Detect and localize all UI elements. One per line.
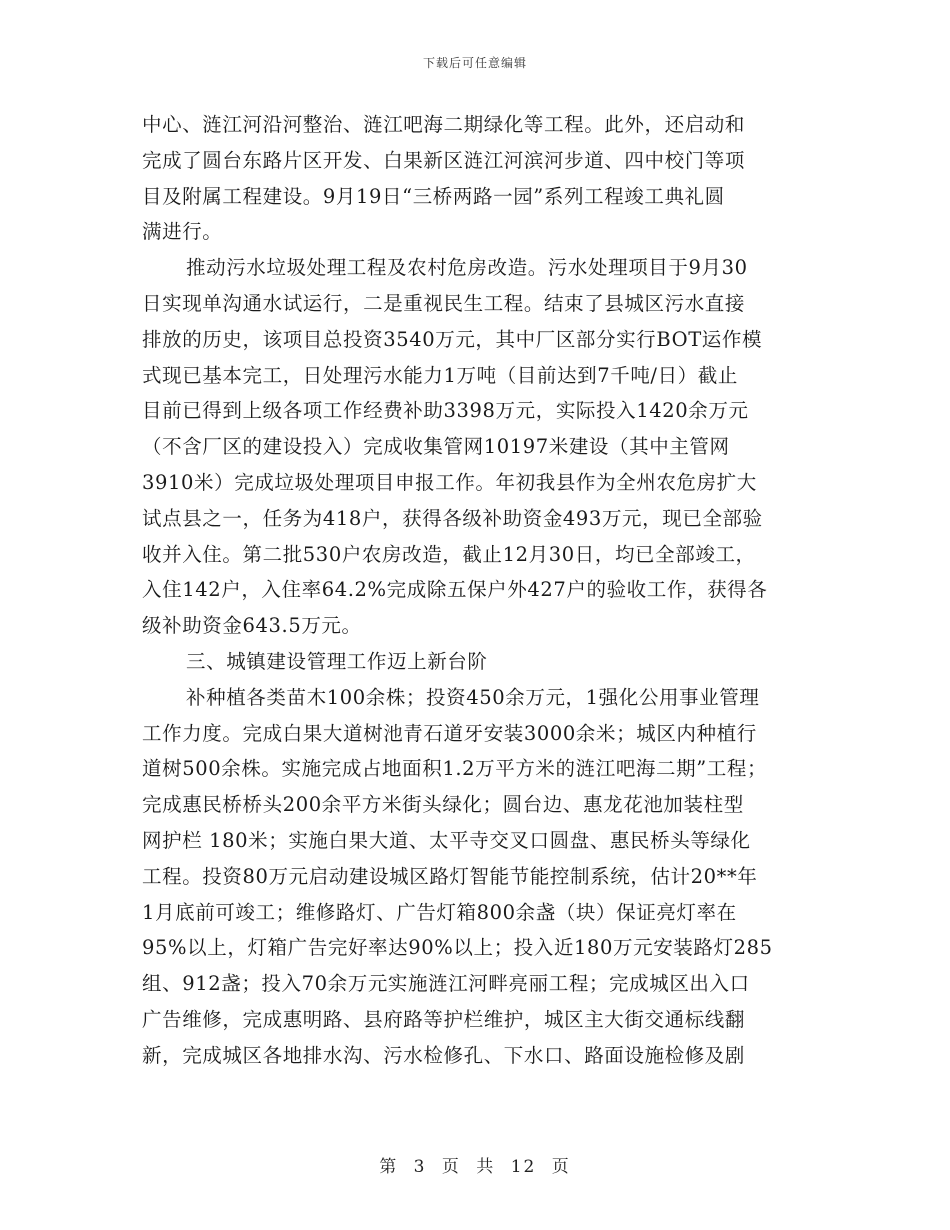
text-line: （不含厂区的建设投入）完成收集管网10197米建设（其中主管网 xyxy=(142,435,730,459)
text-line: 中心、涟江河沿河整治、涟江吧海二期绿化等工程。此外，还启动和 xyxy=(142,113,746,136)
text-line: 3910米）完成垃圾处理项目申报工作。年初我县作为全州农危房扩大 xyxy=(142,470,757,494)
text-line: 95%以上，灯箱广告完好率达90%以上；投入近180万元安装路灯285 xyxy=(142,936,773,960)
text-line: 完成了圆台东路片区开发、白果新区涟江河滨河步道、四中校门等项 xyxy=(142,148,746,172)
footer-page-prefix: 第 xyxy=(379,1157,399,1177)
text-line: 工作力度。完成白果大道树池青石道牙安装3000余米；城区内种植行 xyxy=(142,721,757,745)
body-text xyxy=(142,107,812,1074)
header-note: 下载后可任意编辑 xyxy=(422,56,527,70)
footer-total-suffix: 页 xyxy=(551,1157,571,1177)
text-line: 推动污水垃圾处理工程及农村危房改造。污水处理项目于9月30 xyxy=(186,256,748,280)
text-line: 排放的历史，该项目总投资3540万元，其中厂区部分实行BOT运作模 xyxy=(142,327,763,351)
text-line: 网护栏 180米；实施白果大道、太平寺交叉口圆盘、惠民桥头等绿化 xyxy=(142,828,751,852)
text-line: 完成惠民桥桥头200余平方米街头绿化；圆台边、惠龙花池加装柱型 xyxy=(142,793,744,817)
text-line: 试点县之一，任务为418户，获得各级补助资金493万元，现已全部验 xyxy=(142,506,763,530)
text-line: 目前已得到上级各项工作经费补助3398万元，实际投入1420余万元 xyxy=(142,399,749,423)
text-line: 道树500余株。实施完成占地面积1.2万平方米的涟江吧海二期”工程； xyxy=(142,757,768,781)
page-footer xyxy=(0,1152,950,1177)
text-line: 新，完成城区各地排水沟、污水检修孔、下水口、路面设施检修及剧 xyxy=(142,1043,746,1067)
footer-page-word: 页 xyxy=(441,1157,461,1177)
text-line: 补种植各类苗木100余株；投资450余万元，1强化公用事业管理 xyxy=(186,685,760,709)
text-line: 工程。投资80万元启动建设城区路灯智能节能控制系统，估计20**年 xyxy=(142,864,758,888)
text-line: 三、城镇建设管理工作迈上新台阶 xyxy=(186,649,488,673)
text-line: 式现已基本完工，日处理污水能力1万吨（目前达到7千吨/日）截止 xyxy=(142,363,738,387)
text-line: 1月底前可竣工；维修路灯、广告灯箱800余盏（块）保证亮灯率在 xyxy=(142,900,737,924)
footer-total-prefix: 共 xyxy=(476,1157,496,1177)
text-line: 级补助资金643.5万元。 xyxy=(142,614,362,638)
text-line: 广告维修，完成惠明路、县府路等护栏维护，城区主大街交通标线翻 xyxy=(142,1007,746,1031)
footer-current-page: 3 xyxy=(413,1157,427,1177)
text-line: 入住142户，入住率64.2%完成除五保户外427户的验收工作，获得各 xyxy=(142,578,768,602)
text-line: 收并入住。第二批530户农房改造，截止12月30日，均已全部竣工， xyxy=(142,542,756,566)
text-line: 日实现单沟通水试运行，二是重视民生工程。结束了县城区污水直接 xyxy=(142,291,746,315)
footer-total-pages: 12 xyxy=(510,1157,537,1177)
text-line: 满进行。 xyxy=(142,220,223,244)
text-line: 组、912盏；投入70余万元实施涟江河畔亮丽工程；完成城区出入口 xyxy=(142,972,750,996)
text-line: 目及附属工程建设。9月19日“三桥两路一园”系列工程竣工典礼圆 xyxy=(142,184,725,208)
